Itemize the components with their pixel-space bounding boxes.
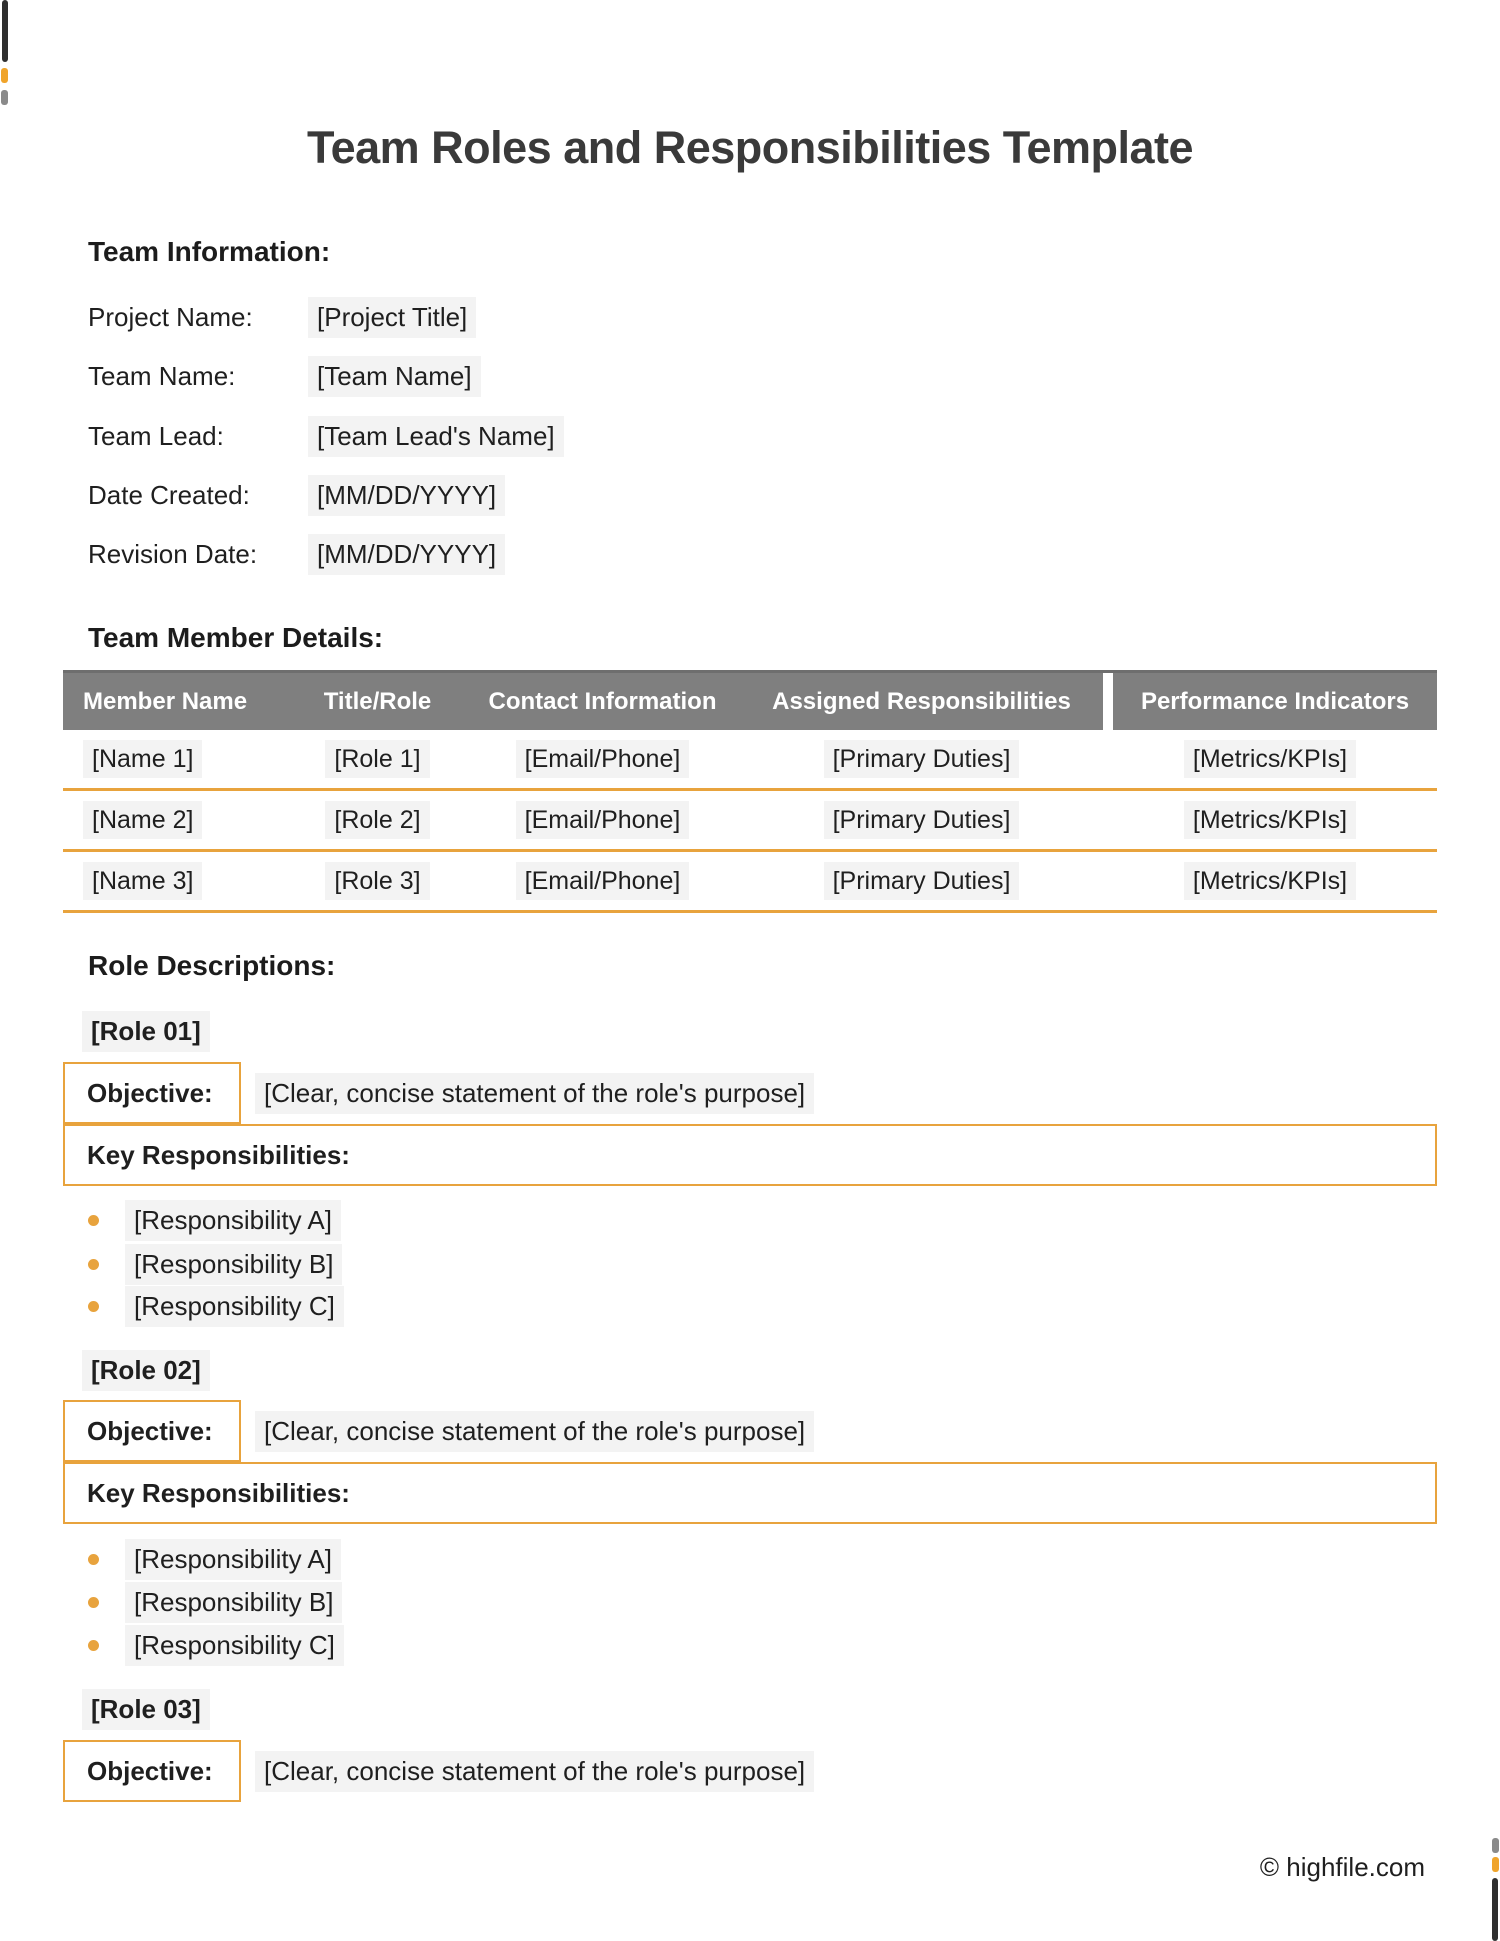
field-row-revision-date [88,534,505,574]
field-value-placeholder[interactable]: [MM/DD/YYYY] [308,475,505,516]
cell-placeholder[interactable]: [Email/Phone] [516,862,690,900]
bullet-icon [88,1597,99,1608]
cell-placeholder[interactable]: [Role 2] [325,801,429,839]
corner-accent-bar-top [2,0,8,62]
bullet-icon [88,1259,99,1270]
section-heading-role-descriptions: Role Descriptions: [88,950,336,981]
role-title [82,1350,210,1390]
corner-accent-orange-top [1,68,8,83]
role-title [82,1689,210,1729]
cell-placeholder[interactable]: [Role 1] [325,740,429,778]
field-label: Revision Date: [88,538,258,569]
cell-placeholder[interactable]: [Metrics/KPIs] [1184,740,1356,778]
table-row [63,791,1437,852]
field-label: Date Created: [88,479,250,510]
list-item [88,1244,342,1284]
section-heading-team-information: Team Information: [88,236,331,267]
table-row [63,852,1437,913]
list-item [88,1582,342,1622]
field-value-placeholder[interactable]: [MM/DD/YYYY] [308,534,505,575]
corner-accent-gray-top [1,90,8,105]
column-header-member-name: Member Name [83,687,248,715]
cell-placeholder[interactable]: [Name 3] [83,862,202,900]
section-heading-team-member-details: Team Member Details: [88,622,384,653]
role-title [82,1011,210,1051]
responsibility-placeholder[interactable]: [Responsibility C] [125,1286,344,1327]
column-header-assigned-responsibilities: Assigned Responsibilities [772,687,1071,715]
field-row-team-lead [88,416,564,456]
cell-placeholder[interactable]: [Primary Duties] [824,740,1020,778]
cell-placeholder[interactable]: [Metrics/KPIs] [1184,862,1356,900]
cell-placeholder[interactable]: [Email/Phone] [516,740,690,778]
column-header-title-role: Title/Role [323,687,432,715]
cell-placeholder[interactable]: [Primary Duties] [824,862,1020,900]
column-header-performance-indicators: Performance Indicators [1103,673,1437,730]
table-header-row [63,670,1437,730]
role-title-placeholder[interactable]: [Role 01] [82,1011,210,1052]
page-title: Team Roles and Responsibilities Template [306,122,1194,173]
role-title-placeholder[interactable]: [Role 02] [82,1350,210,1391]
cell-placeholder[interactable]: [Name 2] [83,801,202,839]
objective-value-placeholder[interactable]: [Clear, concise statement of the role's purpose] [255,1073,814,1114]
cell-placeholder[interactable]: [Primary Duties] [824,801,1020,839]
column-header-contact-information: Contact Information [488,687,717,715]
field-row-project-name [88,297,476,337]
field-value-placeholder[interactable]: [Team Lead's Name] [308,416,564,457]
team-member-table [63,670,1437,913]
field-row-team-name [88,356,481,396]
objective-value-placeholder[interactable]: [Clear, concise statement of the role's purpose] [255,1411,814,1452]
objective-cell: Objective: [63,1400,241,1462]
objective-value-placeholder[interactable]: [Clear, concise statement of the role's purpose] [255,1751,814,1792]
key-responsibilities-cell: Key Responsibilities: [63,1124,1437,1186]
corner-accent-gray-bottom [1492,1838,1499,1853]
bullet-icon [88,1301,99,1312]
cell-placeholder[interactable]: [Role 3] [325,862,429,900]
list-item [88,1625,344,1665]
responsibility-placeholder[interactable]: [Responsibility A] [125,1539,341,1580]
bullet-icon [88,1215,99,1226]
field-label: Team Name: [88,360,236,391]
cell-placeholder[interactable]: [Name 1] [83,740,202,778]
objective-cell: Objective: [63,1740,241,1802]
bullet-icon [88,1554,99,1565]
role-title-placeholder[interactable]: [Role 03] [82,1689,210,1730]
cell-placeholder[interactable]: [Email/Phone] [516,801,690,839]
table-row [63,730,1437,791]
field-label: Project Name: [88,301,253,332]
field-value-placeholder[interactable]: [Project Title] [308,297,476,338]
corner-accent-orange-bottom [1492,1857,1499,1872]
corner-accent-bar-bottom [1492,1878,1498,1941]
list-item [88,1539,341,1579]
list-item [88,1286,344,1326]
field-label: Team Lead: [88,420,224,451]
objective-row [63,1062,1437,1124]
field-value-placeholder[interactable]: [Team Name] [308,356,481,397]
objective-row [63,1740,1437,1802]
responsibility-placeholder[interactable]: [Responsibility B] [125,1244,342,1285]
responsibility-placeholder[interactable]: [Responsibility B] [125,1582,342,1623]
responsibility-placeholder[interactable]: [Responsibility A] [125,1200,341,1241]
responsibility-placeholder[interactable]: [Responsibility C] [125,1625,344,1666]
list-item [88,1200,341,1240]
key-responsibilities-cell: Key Responsibilities: [63,1462,1437,1524]
copyright-text: © highfile.com [1259,1852,1425,1882]
field-row-date-created [88,475,505,515]
bullet-icon [88,1640,99,1651]
cell-placeholder[interactable]: [Metrics/KPIs] [1184,801,1356,839]
objective-row [63,1400,1437,1462]
objective-cell: Objective: [63,1062,241,1124]
